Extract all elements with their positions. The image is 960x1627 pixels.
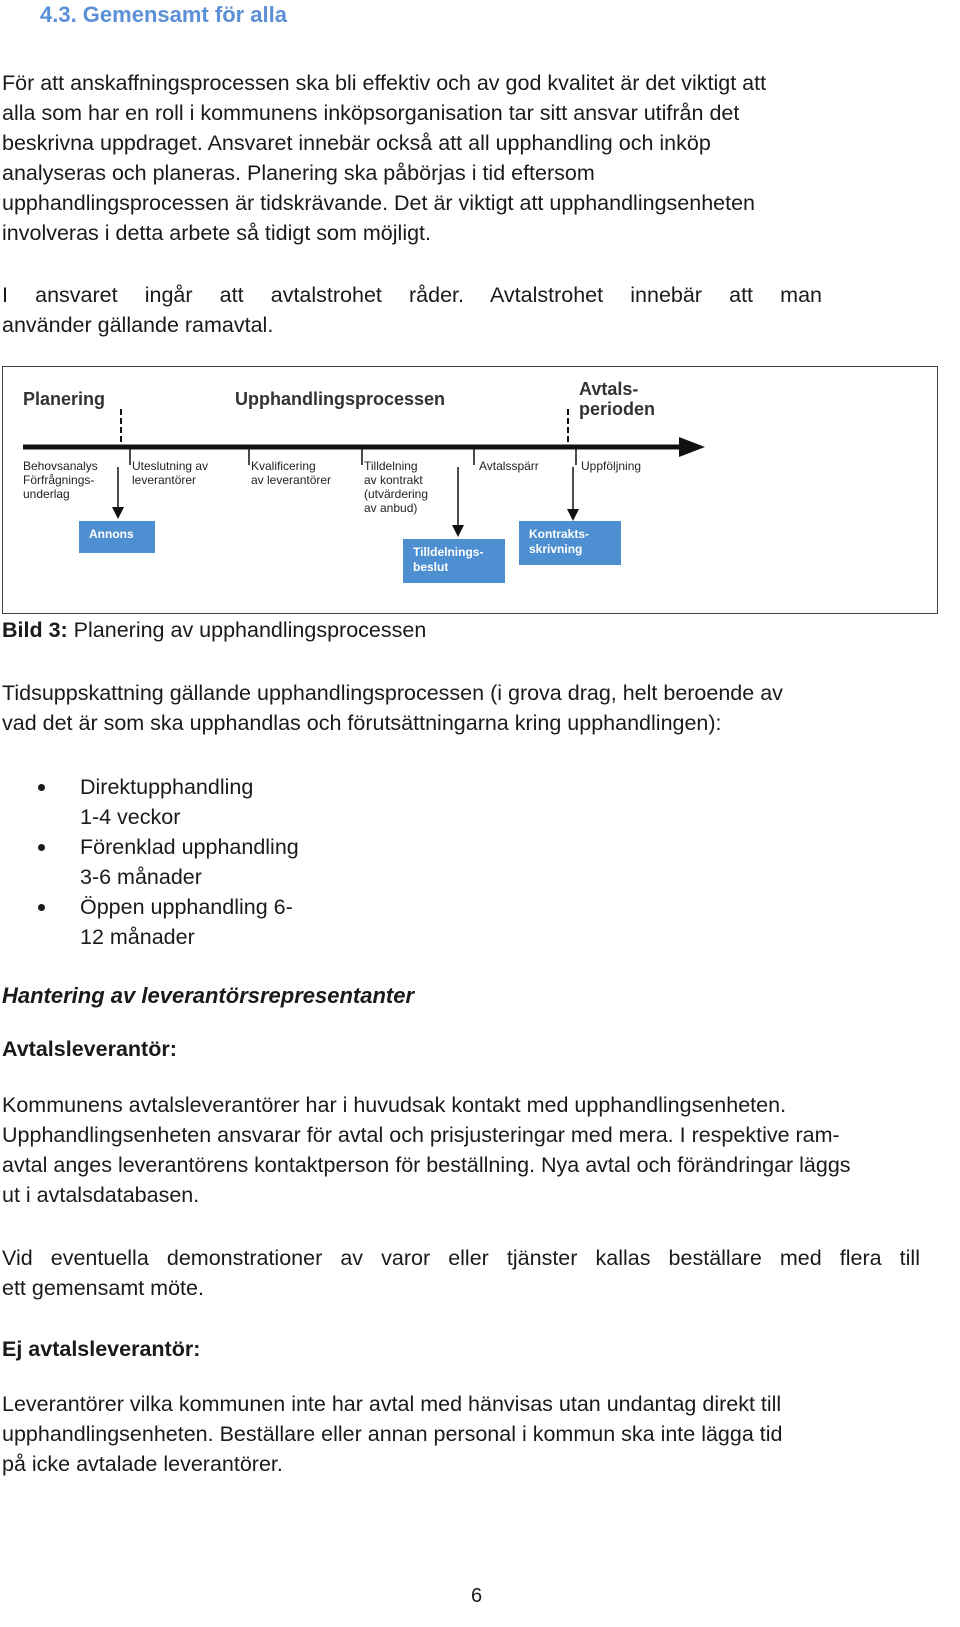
step-line: av kontrakt [364,473,423,487]
text-line: använder gällande ramavtal. [2,313,274,337]
text-line: alla som har en roll i kommunens inköpsorganisation tar sitt ansvar utifrån det [2,101,740,125]
text-line: vad det är som ska upphandlas och förutsättningarna kring upphandlingen): [2,711,722,735]
box-annons [79,521,155,553]
step-line: underlag [23,487,70,501]
phase-planering: Planering [23,389,106,409]
text-line: I ansvaret ingår att avtalstrohet råder. Avtalstrohet innebär att man [2,283,822,307]
step-line: Kvalificering [251,459,316,473]
text-line: involveras i detta arbete så tidigt som möjligt. [2,221,432,245]
text-line: Upphandlingsenheten ansvarar för avtal och prisjusteringar med mera. I respektive ram- [2,1123,840,1147]
list-item [38,832,299,892]
bullet-icon [38,784,45,791]
text-line: Tidsuppskattning gällande upphandlingsprocessen (i grova drag, helt beroende av [2,681,783,705]
timeline-arrowhead [679,437,705,457]
step-behovsanalys [23,459,98,501]
step-line: Uppföljning [581,459,642,473]
step-line: av anbud) [364,501,418,515]
step-uteslutning [132,459,208,487]
bullet-icon [38,904,45,911]
list-item-duration: 3-6 månader [80,865,202,889]
text-line: ett gemensamt möte. [2,1276,204,1300]
box-label: Annons [89,527,134,541]
ej-avtal-paragraph [2,1389,783,1479]
box-tilldelningsbeslut [403,539,505,583]
text-line: upphandlingsprocessen är tidskrävande. Det är viktigt att upphandlingsenheten [2,191,755,215]
step-line: Tilldelning [364,459,418,473]
bullet-icon [38,844,45,851]
step-kvalificering [251,459,331,487]
list-item-name: Direktupphandling [80,775,254,799]
caption-label: Bild 3: [2,618,68,642]
intro-paragraph [2,68,766,248]
avtal-paragraph [2,1090,851,1210]
step-line: Förfrågnings- [23,473,95,487]
box-label: skrivning [529,542,583,556]
text-line: För att anskaffningsprocessen ska bli effektiv och av god kvalitet är det viktigt att [2,71,767,95]
demo-paragraph [2,1243,920,1303]
step-line: Behovsanalys [23,459,98,473]
list-item-duration: 1-4 veckor [80,805,181,829]
list-item [38,892,299,952]
step-line: leverantörer [132,473,197,487]
step-line: av leverantörer [251,473,332,487]
list-item-name: Öppen upphandling 6- [80,895,293,919]
phase-avtal-line: perioden [579,399,656,419]
step-line: (utvärdering [364,487,429,501]
ej-avtal-title: Ej avtalsleverantör: [2,1337,201,1361]
list-item-duration: 12 månader [80,925,195,949]
text-line: Leverantörer vilka kommunen inte har avtal med hänvisas utan undantag direkt till [2,1392,782,1416]
step-uppfoljning [581,459,641,473]
box-label: Kontrakts- [529,527,590,541]
box-label: Tilldelnings- [413,545,484,559]
phase-upphandling: Upphandlingsprocessen [235,389,446,409]
text-line: Vid eventuella demonstrationer av varor eller tjänster kallas beställare med flera till [2,1246,920,1270]
step-line: Uteslutning av [132,459,209,473]
estimate-paragraph [2,678,783,738]
step-avtalsspar [479,459,539,473]
avtal-title: Avtalsleverantör: [2,1037,177,1061]
text-line: analyseras och planeras. Planering ska påbörjas i tid eftersom [2,161,595,185]
figure-caption [2,618,426,643]
phase-avtal-line: Avtals- [579,379,639,399]
section-title: Hantering av leverantörsrepresentanter [2,983,415,1008]
text-line: Kommunens avtalsleverantörer har i huvudsak kontakt med upphandlingsenheten. [2,1093,787,1117]
caption-text: Planering av upphandlingsprocessen [67,618,427,642]
box-kontraktsskrivning [519,521,621,565]
box-label: beslut [413,560,449,574]
responsibility-paragraph [2,280,822,340]
text-line: avtal anges leverantörens kontaktperson för beställning. Nya avtal och förändringar läggs [2,1153,851,1177]
text-line: ut i avtalsdatabasen. [2,1183,200,1207]
process-diagram [2,366,938,614]
duration-list [38,772,299,952]
step-line: Avtalsspärr [479,459,539,473]
text-line: beskrivna uppdraget. Ansvaret innebär också att all upphandling och inköp [2,131,711,155]
section-heading: 4.3. Gemensamt för alla [40,2,287,27]
list-item [38,772,299,832]
step-tilldelning [364,459,428,515]
text-line: upphandlingsenheten. Beställare eller annan personal i kommun ska inte lägga tid [2,1422,783,1446]
list-item-name: Förenklad upphandling [80,835,299,859]
text-line: på icke avtalade leverantörer. [2,1452,283,1476]
page-number: 6 [471,1585,483,1607]
